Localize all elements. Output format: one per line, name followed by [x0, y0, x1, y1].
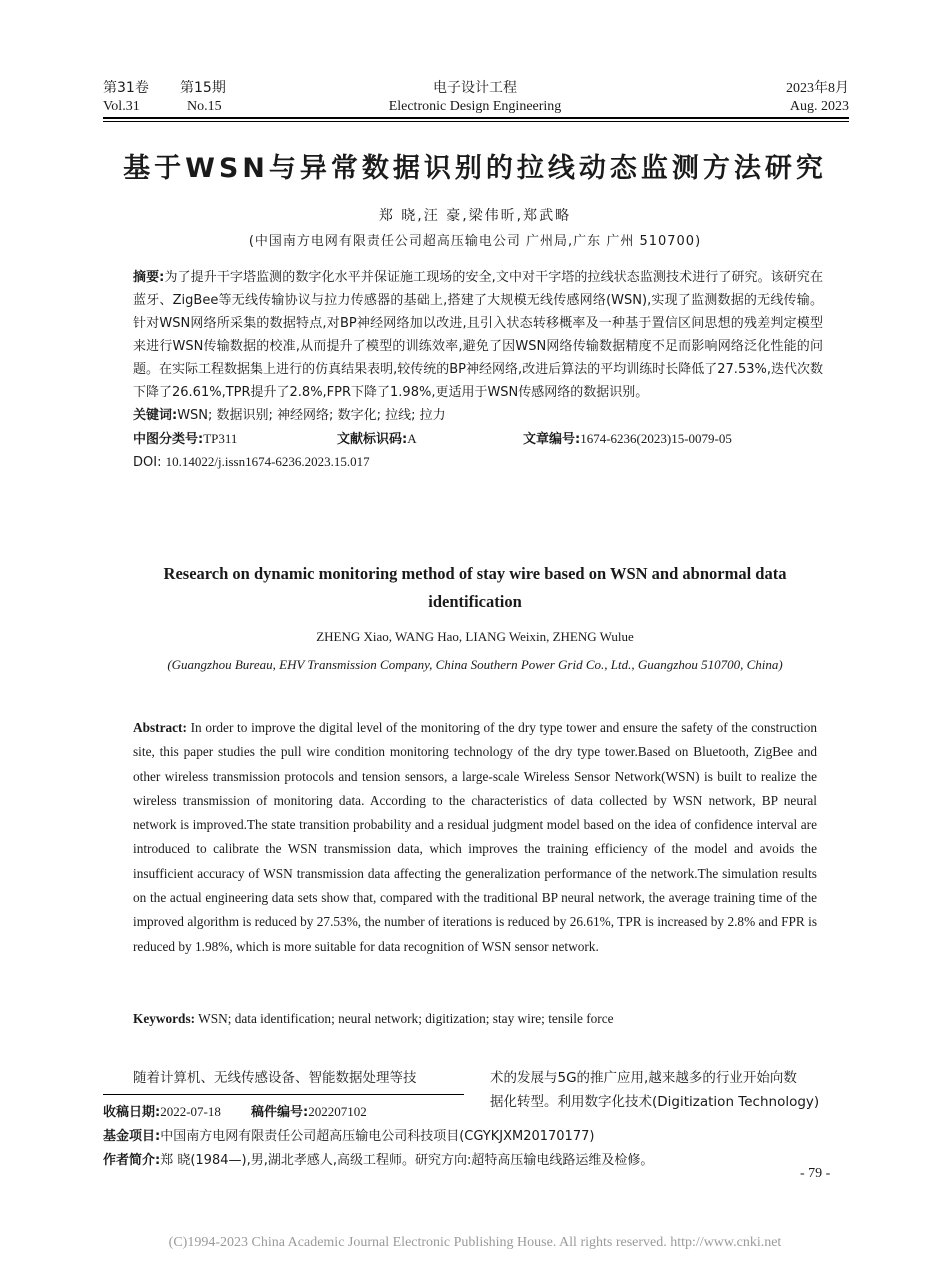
- keywords-text-en: WSN; data identification; neural network; digitization; stay wire; tensile force: [198, 1011, 614, 1026]
- header-issue-en: No.15: [187, 99, 222, 114]
- clc: [133, 427, 237, 451]
- body-right-line-2: 据化转型。利用数字化技术(Digitization Technology): [490, 1094, 820, 1110]
- paper-title-en: Research on dynamic monitoring method of stay wire based on WSN and abnormal data identification: [163, 564, 787, 611]
- doc-code-value: A: [407, 431, 417, 446]
- abstract-en: [133, 716, 817, 959]
- header-journal-en: Electronic Design Engineering: [388, 99, 562, 114]
- doi-label: DOI:: [133, 455, 162, 470]
- footnote-rule: [103, 1094, 464, 1095]
- manuscript-value: 202207102: [308, 1104, 367, 1119]
- doc-code-label: 文献标识码:: [337, 432, 408, 447]
- manuscript-label: 稿件编号:: [251, 1105, 309, 1120]
- abstract-cn-block: [133, 266, 823, 474]
- paper-title-cn: 基于WSN与异常数据识别的拉线动态监测方法研究: [123, 153, 827, 184]
- header-rule-thin: [103, 121, 849, 122]
- article-number: [523, 427, 732, 451]
- page-number: - 79 -: [800, 1166, 831, 1181]
- body-right-column: [490, 1066, 850, 1114]
- received-value: 2022-07-18: [160, 1104, 221, 1119]
- affiliation-en: (Guangzhou Bureau, EHV Transmission Company, China Southern Power Grid Co., Ltd., Guangzhou 510700, China): [167, 657, 783, 672]
- doi-value[interactable]: 10.14022/j.issn1674-6236.2023.15.017: [165, 454, 370, 469]
- keywords-label-en: Keywords:: [133, 1011, 196, 1026]
- header-journal-cn: 电子设计工程: [433, 80, 517, 96]
- header-issue-cn: 第15期: [180, 80, 226, 96]
- header-date-cn: 2023年8月: [786, 81, 849, 96]
- footnote-received: [103, 1101, 367, 1120]
- clc-value: TP311: [203, 431, 238, 446]
- body-right-line-1: 术的发展与5G的推广应用,越来越多的行业开始向数: [490, 1070, 797, 1086]
- keywords-cn: [133, 404, 823, 427]
- abstract-label-cn: 摘要:: [133, 270, 165, 285]
- received-label: 收稿日期:: [103, 1105, 161, 1120]
- keywords-text-cn: WSN; 数据识别; 神经网络; 数字化; 拉线; 拉力: [177, 408, 446, 423]
- authors-en: ZHENG Xiao, WANG Hao, LIANG Weixin, ZHENG Wulue: [316, 629, 634, 644]
- fund-label: 基金项目:: [103, 1129, 161, 1144]
- header-date-en: Aug. 2023: [789, 99, 849, 114]
- abstract-text-cn: 为了提升干字塔监测的数字化水平并保证施工现场的安全,文中对干字塔的拉线状态监测技术进行了研究。该研究在蓝牙、ZigBee等无线传输协议与拉力传感器的基础上,搭建了大规模无线传感网络(WSN),实现了监测数据的无线传输。针对WSN网络所采集的数据特点,对BP神经网络加以改进,且引入状态转移概率及一种基于置信区间思想的残差判定模型来进行WSN传输数据的校准,从而提升了模型的训练效率,避免了因WSN网络传输数据精度不足而影响网络泛化性能的问题。在实际工程数据集上进行的仿真结果表明,较传统的BP神经网络,改进后算法的平均训练时长降低了27.53%,迭代次数下降了26.61%,TPR提升了2.8%,FPR下降了1.98%,更适用于WSN传感网络的数据识别。: [133, 270, 823, 400]
- doc-code: [337, 427, 417, 451]
- doi: [133, 450, 823, 474]
- article-number-label: 文章编号:: [523, 432, 581, 447]
- body-left-column: 随着计算机、无线传感设备、智能数据处理等技: [133, 1070, 417, 1086]
- header-volume-en: Vol.31: [103, 99, 140, 114]
- authors-cn: 郑 晓,汪 豪,梁伟昕,郑武略: [378, 208, 572, 224]
- keywords-en: [133, 1011, 823, 1027]
- author-label: 作者简介:: [103, 1153, 161, 1168]
- classification-row: [133, 427, 823, 450]
- abstract-cn: [133, 266, 823, 404]
- keywords-label-cn: 关键词:: [133, 408, 178, 423]
- affiliation-cn: (中国南方电网有限责任公司超高压输电公司 广州局,广东 广州 510700): [248, 234, 702, 249]
- abstract-text-en: In order to improve the digital level of the monitoring of the dry type tower and ensure the safety of the construction site, this paper studies the pull wire condition monitoring technology of the dry type tower.Based on Bluetooth, ZigBee and other wireless transmission protocols and tension sensors, a large-scale Wireless Sensor Network(WSN) is built to realize the wireless transmission of monitoring data. According to the characteristics of data collected by WSN network, BP neural network is improved.The state transition probability and a residual judgment model based on the idea of confidence interval are introduced to calibrate the WSN transmission data, which improves the training efficiency of the model and avoids the insufficient accuracy of WSN transmission data affecting the generalization performance of the network.The simulation results on the actual engineering data sets show that, compared with the traditional BP neural network, the average training time of the improved algorithm is reduced by 27.53%, the number of iterations is reduced by 26.61%, TPR is increased by 2.8% and FPR is reduced by 1.98%, which is more suitable for data recognition of WSN sensor network.: [133, 720, 818, 954]
- copyright-footer: (C)1994-2023 China Academic Journal Electronic Publishing House. All rights reserved. http://www.cnki.net: [168, 1235, 782, 1250]
- abstract-label-en: Abstract:: [133, 720, 187, 735]
- author-value: 郑 晓(1984—),男,湖北孝感人,高级工程师。研究方向:超特高压输电线路运维及检修。: [160, 1153, 654, 1168]
- footnote-fund: [103, 1125, 594, 1144]
- clc-label: 中图分类号:: [133, 432, 204, 447]
- header-rule-thick: [103, 117, 849, 119]
- footnote-author: [103, 1149, 653, 1168]
- fund-value: 中国南方电网有限责任公司超高压输电公司科技项目(CGYKJXM20170177): [160, 1129, 595, 1144]
- header-volume-cn: 第31卷: [103, 80, 149, 96]
- article-number-value: 1674-6236(2023)15-0079-05: [580, 431, 732, 446]
